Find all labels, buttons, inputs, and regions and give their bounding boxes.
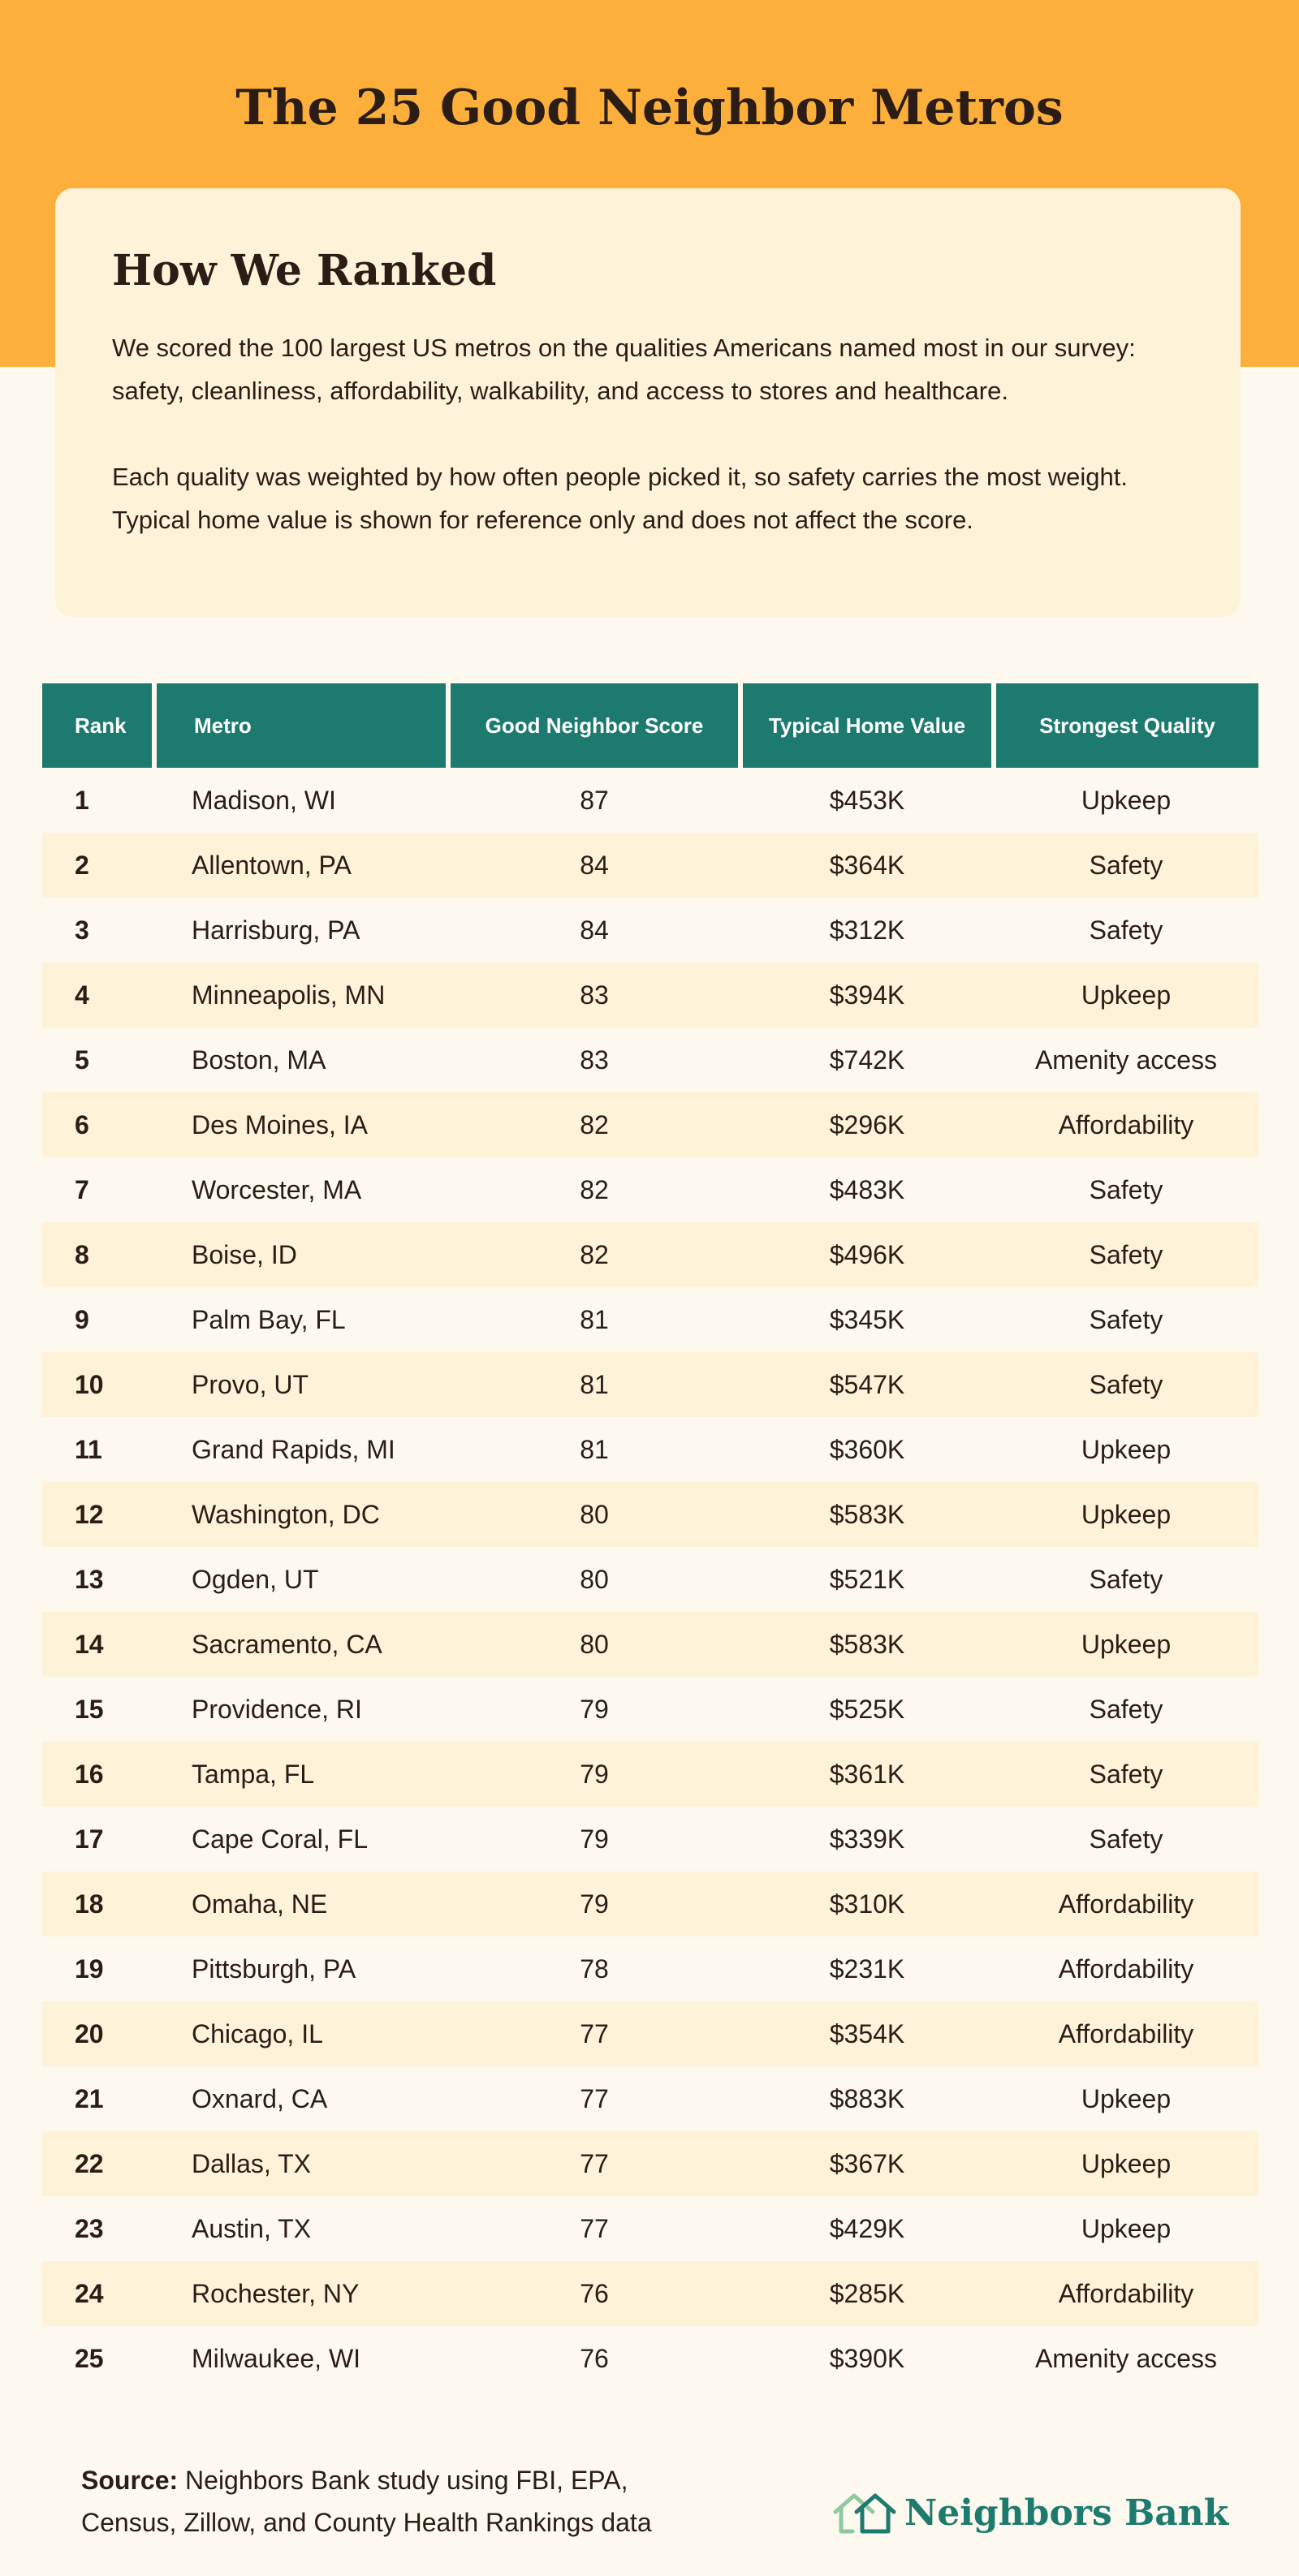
cell-metro: Madison, WI xyxy=(192,785,336,815)
cell-metro: Cape Coral, FL xyxy=(192,1824,368,1854)
table-row xyxy=(42,898,1258,963)
table-row xyxy=(42,1157,1258,1222)
cell-rank: 22 xyxy=(42,2131,154,2196)
cell-strongest-quality: Upkeep xyxy=(1081,2083,1172,2113)
rankings-table-container xyxy=(42,683,1258,2391)
cell-home-value: $525K xyxy=(829,1694,905,1724)
cell-metro: Ogden, UT xyxy=(192,1564,319,1594)
cell-metro: Oxnard, CA xyxy=(192,2083,328,2113)
cell-rank: 1 xyxy=(75,785,89,815)
cell-score: 81 xyxy=(580,1434,609,1464)
cell-strongest-quality: Safety xyxy=(1089,1174,1163,1204)
house-outline-icon xyxy=(833,2491,896,2535)
table-row xyxy=(42,2131,1258,2196)
cell-home-value: $521K xyxy=(829,1564,905,1594)
cell-strongest-quality: Amenity access xyxy=(1034,1045,1218,1075)
cell-strongest-quality: Affordability xyxy=(994,1872,1258,1936)
cell-strongest-quality: Affordability xyxy=(1058,1954,1194,1984)
cell-rank: 13 xyxy=(75,1564,104,1594)
table-row xyxy=(42,1807,1258,1872)
table-row xyxy=(42,2001,1258,2066)
cell-home-value: $360K xyxy=(829,1434,905,1464)
column-header-strongest-quality: Strongest Quality xyxy=(994,683,1258,768)
table-row xyxy=(42,1612,1258,1677)
table-row xyxy=(42,1222,1258,1287)
cell-score: 77 xyxy=(448,2131,740,2196)
table-row xyxy=(42,768,1258,833)
cell-rank: 6 xyxy=(42,1092,154,1157)
cell-metro: Tampa, FL xyxy=(154,1742,448,1807)
cell-score: 84 xyxy=(580,915,609,945)
table-row xyxy=(42,1677,1258,1742)
cell-strongest-quality: Safety xyxy=(1089,1694,1163,1724)
cell-score: 79 xyxy=(580,1824,609,1854)
cell-home-value: $883K xyxy=(829,2083,905,2113)
column-header-score: Good Neighbor Score xyxy=(448,683,740,768)
cell-strongest-quality: Upkeep xyxy=(994,2131,1258,2196)
methodology-heading: How We Ranked xyxy=(112,246,497,295)
cell-home-value: $296K xyxy=(740,1092,994,1157)
cell-score: 83 xyxy=(580,1045,609,1075)
table-row xyxy=(42,1742,1258,1807)
cell-score: 82 xyxy=(580,1174,609,1204)
table-row xyxy=(42,2066,1258,2131)
cell-rank: 14 xyxy=(42,1612,154,1677)
cell-home-value: $310K xyxy=(740,1872,994,1936)
cell-rank: 4 xyxy=(42,963,154,1027)
cell-strongest-quality: Amenity access xyxy=(1034,2343,1218,2373)
cell-rank: 2 xyxy=(42,833,154,898)
table-row xyxy=(42,1482,1258,1547)
cell-home-value: $367K xyxy=(740,2131,994,2196)
cell-rank: 21 xyxy=(75,2083,104,2113)
cell-metro: Palm Bay, FL xyxy=(192,1304,346,1334)
cell-score: 79 xyxy=(448,1742,740,1807)
table-row xyxy=(42,1352,1258,1417)
cell-strongest-quality: Safety xyxy=(1089,1304,1163,1334)
brand-name: Neighbors Bank xyxy=(904,2492,1229,2534)
cell-home-value: $496K xyxy=(740,1222,994,1287)
table-row xyxy=(42,1417,1258,1482)
cell-rank: 18 xyxy=(42,1872,154,1936)
cell-strongest-quality: Safety xyxy=(994,1352,1258,1417)
cell-home-value: $742K xyxy=(829,1045,905,1075)
cell-home-value: $429K xyxy=(829,2213,905,2243)
cell-metro: Worcester, MA xyxy=(192,1174,362,1204)
cell-home-value: $483K xyxy=(829,1174,905,1204)
cell-strongest-quality: Affordability xyxy=(994,2001,1258,2066)
cell-metro: Providence, RI xyxy=(192,1694,362,1724)
cell-rank: 8 xyxy=(42,1222,154,1287)
cell-strongest-quality: Safety xyxy=(1089,1824,1163,1854)
cell-metro: Dallas, TX xyxy=(154,2131,448,2196)
cell-metro: Harrisburg, PA xyxy=(192,915,360,945)
cell-rank: 23 xyxy=(75,2213,104,2243)
cell-home-value: $285K xyxy=(740,2261,994,2326)
cell-strongest-quality: Upkeep xyxy=(1081,785,1172,815)
cell-home-value: $364K xyxy=(740,833,994,898)
table-row xyxy=(42,1872,1258,1936)
cell-strongest-quality: Upkeep xyxy=(994,1482,1258,1547)
cell-score: 82 xyxy=(448,1222,740,1287)
cell-score: 83 xyxy=(448,963,740,1027)
table-row xyxy=(42,963,1258,1027)
cell-rank: 16 xyxy=(42,1742,154,1807)
cell-metro: Grand Rapids, MI xyxy=(192,1434,395,1464)
cell-score: 78 xyxy=(580,1954,609,1984)
cell-rank: 12 xyxy=(42,1482,154,1547)
cell-home-value: $453K xyxy=(829,785,905,815)
cell-rank: 11 xyxy=(75,1434,102,1464)
table-row xyxy=(42,2326,1258,2391)
cell-metro: Sacramento, CA xyxy=(154,1612,448,1677)
table-row xyxy=(42,1092,1258,1157)
brand-lockup xyxy=(833,2487,1228,2539)
cell-home-value: $312K xyxy=(829,915,905,945)
cell-metro: Boston, MA xyxy=(192,1045,326,1075)
cell-rank: 7 xyxy=(75,1174,89,1204)
methodology-paragraph: Each quality was weighted by how often people picked it, so safety carries the most weight. Typical home value is shown for reference only and does not affect the score. xyxy=(112,463,1129,534)
cell-score: 80 xyxy=(580,1564,609,1594)
cell-score: 80 xyxy=(448,1612,740,1677)
table-row xyxy=(42,1027,1258,1092)
source-note xyxy=(81,2459,698,2544)
cell-home-value: $354K xyxy=(740,2001,994,2066)
cell-score: 81 xyxy=(448,1352,740,1417)
cell-strongest-quality: Safety xyxy=(994,833,1258,898)
table-row xyxy=(42,1547,1258,1612)
table-row xyxy=(42,2196,1258,2261)
cell-rank: 9 xyxy=(75,1304,89,1334)
cell-home-value: $394K xyxy=(740,963,994,1027)
cell-strongest-quality: Safety xyxy=(1089,915,1163,945)
cell-rank: 15 xyxy=(75,1694,104,1724)
methodology-paragraph: We scored the 100 largest US metros on the qualities Americans named most in our survey: safety, cleanliness, affordability, walkability, and access to stores and healthcare. xyxy=(112,334,1136,405)
cell-metro: Pittsburgh, PA xyxy=(192,1954,356,1984)
cell-home-value: $547K xyxy=(740,1352,994,1417)
cell-score: 81 xyxy=(580,1304,609,1334)
column-header-home-value: Typical Home Value xyxy=(740,683,994,768)
cell-score: 79 xyxy=(580,1694,609,1724)
cell-metro: Chicago, IL xyxy=(154,2001,448,2066)
cell-metro: Minneapolis, MN xyxy=(154,963,448,1027)
table-row xyxy=(42,1287,1258,1352)
cell-rank: 24 xyxy=(42,2261,154,2326)
cell-strongest-quality: Safety xyxy=(994,1222,1258,1287)
cell-home-value: $390K xyxy=(829,2343,905,2373)
cell-home-value: $339K xyxy=(829,1824,905,1854)
cell-metro: Rochester, NY xyxy=(154,2261,448,2326)
cell-home-value: $231K xyxy=(829,1954,905,1984)
column-header-rank: Rank xyxy=(42,683,154,768)
cell-score: 76 xyxy=(580,2343,609,2373)
cell-score: 77 xyxy=(580,2213,609,2243)
cell-metro: Milwaukee, WI xyxy=(192,2343,361,2373)
cell-home-value: $361K xyxy=(740,1742,994,1807)
cell-strongest-quality: Upkeep xyxy=(1081,1434,1172,1464)
cell-rank: 19 xyxy=(75,1954,104,1984)
cell-strongest-quality: Affordability xyxy=(994,2261,1258,2326)
cell-score: 77 xyxy=(448,2001,740,2066)
cell-rank: 10 xyxy=(42,1352,154,1417)
cell-strongest-quality: Upkeep xyxy=(1081,2213,1172,2243)
cell-rank: 5 xyxy=(75,1045,89,1075)
table-row xyxy=(42,1936,1258,2001)
cell-score: 82 xyxy=(448,1092,740,1157)
cell-home-value: $345K xyxy=(829,1304,905,1334)
cell-metro: Allentown, PA xyxy=(154,833,448,898)
source-text: Neighbors Bank study using FBI, EPA, Census, Zillow, and County Health Rankings data xyxy=(81,2466,652,2537)
cell-score: 80 xyxy=(448,1482,740,1547)
cell-rank: 3 xyxy=(75,915,89,945)
cell-metro: Omaha, NE xyxy=(154,1872,448,1936)
cell-strongest-quality: Safety xyxy=(1089,1564,1163,1594)
table-row xyxy=(42,833,1258,898)
cell-home-value: $583K xyxy=(740,1612,994,1677)
cell-score: 79 xyxy=(448,1872,740,1936)
table-body xyxy=(42,768,1258,2391)
column-header-metro: Metro xyxy=(154,683,448,768)
cell-score: 84 xyxy=(448,833,740,898)
cell-score: 77 xyxy=(580,2083,609,2113)
cell-metro: Austin, TX xyxy=(192,2213,312,2243)
cell-score: 87 xyxy=(580,785,609,815)
cell-strongest-quality: Safety xyxy=(994,1742,1258,1807)
cell-rank: 25 xyxy=(75,2343,104,2373)
source-label: Source: xyxy=(81,2466,179,2495)
page-title: The 25 Good Neighbor Metros xyxy=(235,80,1064,136)
cell-score: 76 xyxy=(448,2261,740,2326)
methodology-card xyxy=(55,188,1241,617)
cell-strongest-quality: Upkeep xyxy=(994,1612,1258,1677)
cell-rank: 17 xyxy=(75,1824,104,1854)
cell-metro: Washington, DC xyxy=(154,1482,448,1547)
cell-metro: Boise, ID xyxy=(154,1222,448,1287)
cell-rank: 20 xyxy=(42,2001,154,2066)
rankings-table xyxy=(42,683,1258,2391)
cell-strongest-quality: Upkeep xyxy=(994,963,1258,1027)
cell-strongest-quality: Affordability xyxy=(994,1092,1258,1157)
cell-home-value: $583K xyxy=(740,1482,994,1547)
table-header-row xyxy=(42,683,1258,768)
cell-metro: Provo, UT xyxy=(154,1352,448,1417)
cell-metro: Des Moines, IA xyxy=(154,1092,448,1157)
table-row xyxy=(42,2261,1258,2326)
